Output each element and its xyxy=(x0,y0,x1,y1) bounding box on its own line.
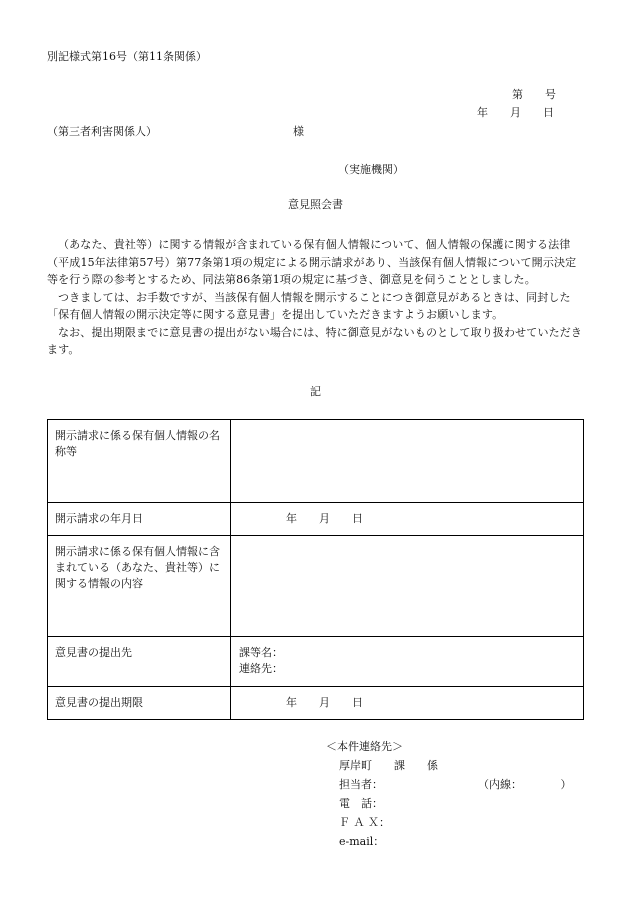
issuer-label: （実施機関） xyxy=(338,163,404,176)
department-label: 課等名： xyxy=(239,646,283,659)
form-identifier: 別記様式第16号（第11条関係） xyxy=(47,50,207,63)
body-paragraph-2: つきましては、お手数ですが、当該保有個人情報を開示することにつき御意見があるときは、同封した「保有個人情報の開示決定等に関する意見書」を提出していただきますようお願いします。 xyxy=(47,290,571,321)
contact-person-label: 担当者： xyxy=(339,778,383,791)
contact-fax-label: Ｆ Ａ Ｘ： xyxy=(339,816,390,829)
honorific: 様 xyxy=(293,125,304,138)
submission-destination-value[interactable] xyxy=(231,637,584,687)
submission-deadline-value[interactable]: 年 月 日 xyxy=(231,687,584,720)
table-row xyxy=(48,420,584,503)
table-row xyxy=(48,687,584,720)
table-row xyxy=(48,637,584,687)
info-content-label: 開示請求に係る保有個人情報に含まれている（あなた、貴社等）に関する情報の内容 xyxy=(48,536,231,637)
body-paragraph-1: （あなた、貴社等）に関する情報が含まれている保有個人情報について、個人情報の保護に関する法律（平成15年法律第57号）第77条第1項の規定による開示請求があり、当該保有個人情報について開示決定等を行う際の参考とするため、同法第86条第1項の規定に基づき、御意見を伺うこととしました。 xyxy=(47,238,577,286)
info-name-label: 開示請求に係る保有個人情報の名称等 xyxy=(48,420,231,503)
body-paragraph-3: なお、提出期限までに意見書の提出がない場合には、特に御意見がないものとして取り扱わせていただきます。 xyxy=(47,325,583,356)
document-title: 意見照会書 xyxy=(288,198,343,211)
contact-extension: （内線： ） xyxy=(478,778,572,791)
submission-destination-label: 意見書の提出先 xyxy=(48,637,231,687)
contact-heading: ＜本件連絡先＞ xyxy=(326,740,403,753)
submission-deadline-label: 意見書の提出期限 xyxy=(48,687,231,720)
contact-office: 厚岸町 課 係 xyxy=(339,759,438,772)
info-name-value[interactable] xyxy=(231,420,584,503)
contact-phone-label: 電 話： xyxy=(339,797,383,810)
body-text xyxy=(47,236,584,359)
info-content-value[interactable] xyxy=(231,536,584,637)
contact-email-label: e-mail： xyxy=(339,835,385,848)
ki-label: 記 xyxy=(310,385,321,398)
recipient-label: （第三者利害関係人） xyxy=(47,125,157,138)
request-date-label: 開示請求の年月日 xyxy=(48,503,231,536)
details-table xyxy=(47,419,584,720)
contact-label: 連絡先： xyxy=(239,662,283,675)
document-date-label: 年 月 日 xyxy=(477,106,554,119)
document-number-label: 第 号 xyxy=(512,88,556,101)
table-row xyxy=(48,536,584,637)
request-date-value[interactable]: 年 月 日 xyxy=(231,503,584,536)
table-row xyxy=(48,503,584,536)
